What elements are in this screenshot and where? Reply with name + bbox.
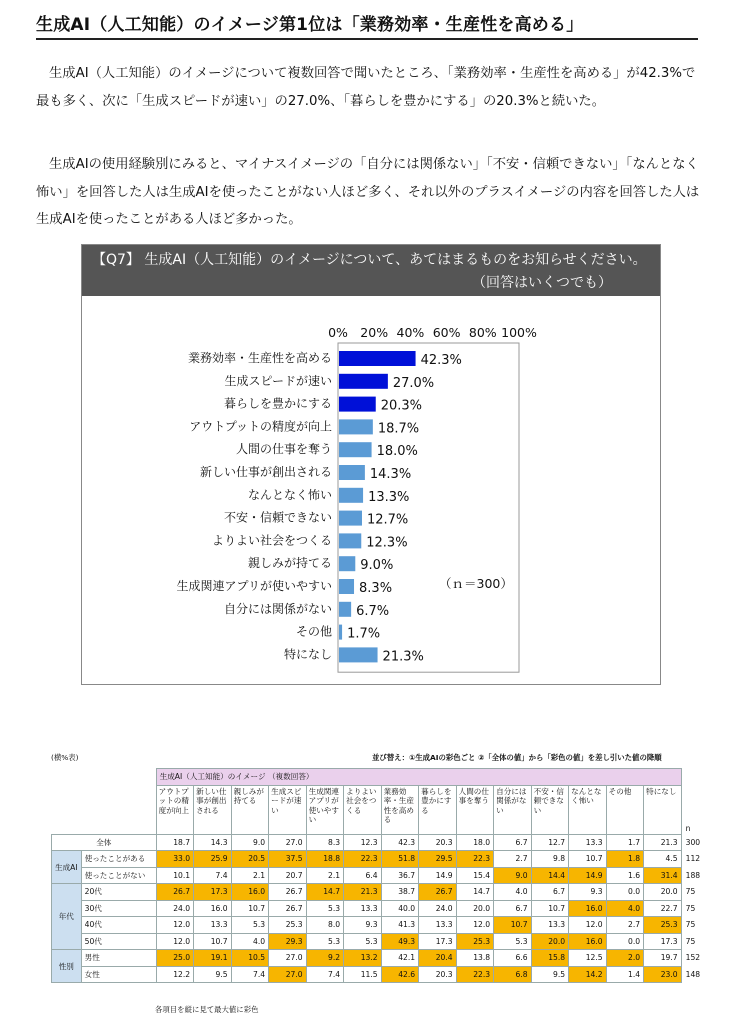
paragraph-summary: 生成AI（人工知能）のイメージについて複数回答で聞いたところ、「業務効率・生産性を高める」が42.3%で最も多く、次に「生成スピードが速い」の27.0%、「暮らしを豊かにする」の20.3%と続いた。	[36, 66, 696, 109]
bar	[339, 488, 363, 503]
category-label: 生成スピードが速い	[224, 373, 332, 388]
n-column-header: n	[681, 785, 704, 834]
category-label: その他	[295, 624, 332, 639]
table-cell: 26.7	[156, 884, 194, 901]
value-label: 18.0%	[376, 444, 418, 460]
table-cell: 6.8	[494, 966, 532, 983]
table-cell: 25.0	[156, 950, 194, 967]
table-cell: 6.7	[531, 884, 569, 901]
bar	[339, 511, 362, 526]
table-cell: 42.3	[381, 834, 419, 851]
table-cell: 20.0	[644, 884, 682, 901]
table-cell: 5.3	[494, 933, 532, 950]
table-cell: 17.3	[419, 933, 457, 950]
table-cell: 16.0	[569, 900, 607, 917]
table-cell: 18.7	[156, 834, 194, 851]
table-cell: 12.0	[156, 917, 194, 934]
table-cell: 14.7	[306, 884, 344, 901]
table-cell: 42.1	[381, 950, 419, 967]
table-cell: 22.3	[456, 851, 494, 868]
table-cell: 23.0	[644, 966, 682, 983]
table-row	[52, 950, 704, 967]
table-cell: 4.5	[644, 851, 682, 868]
table-cell: 20.0	[456, 900, 494, 917]
column-header: 生成スピードが速い	[269, 785, 307, 834]
row-label: 40代	[81, 917, 156, 934]
plot-area	[338, 343, 519, 672]
table-cell: 10.5	[231, 950, 269, 967]
table-cell: 19.1	[194, 950, 232, 967]
table-cell: 21.3	[344, 884, 382, 901]
row-group-label: 性別	[52, 950, 82, 983]
table-cell: 11.5	[344, 966, 382, 983]
table-cell: 9.5	[531, 966, 569, 983]
column-header: 業務効率・生産性を高める	[381, 785, 419, 834]
n-value: 112	[685, 854, 701, 864]
n-value: 75	[685, 903, 696, 913]
value-label: 1.7%	[347, 626, 381, 642]
row-label: 女性	[81, 966, 156, 983]
table-cell: 31.4	[644, 867, 682, 884]
row-label: 使ったことがある	[81, 851, 156, 868]
table-footnote: 各項目を縦に見て最大値に彩色	[155, 1005, 259, 1014]
table-cell: 41.3	[381, 917, 419, 934]
column-header: 生成関連アプリが使いやすい	[306, 785, 344, 834]
table-cell: 38.7	[381, 884, 419, 901]
table-cell: 10.7	[494, 917, 532, 934]
table-cell: 12.7	[531, 834, 569, 851]
value-label: 9.0%	[360, 558, 394, 574]
n-value: 152	[685, 953, 701, 963]
table-cell: 20.5	[231, 851, 269, 868]
table-cell: 9.2	[306, 950, 344, 967]
table-cell: 26.7	[419, 884, 457, 901]
table-cell: 10.1	[156, 867, 194, 884]
cross-tab-table	[51, 768, 704, 983]
table-cell: 2.1	[306, 867, 344, 884]
value-label: 12.7%	[366, 512, 409, 528]
table-cell: 20.3	[419, 834, 457, 851]
table-type-note: (横%表)	[51, 753, 79, 762]
table-cell: 10.7	[231, 900, 269, 917]
row-label: 全体	[52, 834, 157, 851]
table-sort-note: 並び替え：①生成AIの彩色ごと ②「全体の値」から「彩色の値」を差し引いた値の降順	[372, 753, 662, 762]
table-cell: 12.0	[456, 917, 494, 934]
row-label: 30代	[81, 900, 156, 917]
bar	[339, 533, 361, 548]
table-cell: 51.8	[381, 851, 419, 868]
sample-size-label: （ｎ＝300）	[439, 576, 513, 591]
row-label: 男性	[81, 950, 156, 967]
table-row	[52, 851, 704, 868]
value-label: 12.3%	[366, 535, 408, 551]
bar	[339, 465, 365, 480]
table-cell: 1.4	[606, 966, 644, 983]
table-row	[52, 933, 704, 950]
paragraph-usage-analysis: 生成AIの使用経験別にみると、マイナスイメージの「自分には関係ない」「不安・信頼できない」「なんとなく怖い」を回答した人は生成AIを使ったことがない人ほど多く、それ以外のプラスイメージの内容を回答した人は生成AIを使ったことがある人ほど多かった。	[36, 157, 700, 227]
table-cell: 9.0	[231, 834, 269, 851]
page-title: 生成AI（人工知能）のイメージ第1位は「業務効率・生産性を高める」	[36, 15, 584, 35]
bar	[339, 602, 351, 617]
column-header: 新しい仕事が創出される	[194, 785, 232, 834]
category-label: 自分には関係がない	[223, 601, 332, 616]
table-cell: 20.0	[531, 933, 569, 950]
table-cell: 13.8	[456, 950, 494, 967]
table-cell: 21.3	[644, 834, 682, 851]
table-cell: 25.3	[456, 933, 494, 950]
n-value: 300	[685, 837, 701, 847]
table-cell: 0.0	[606, 884, 644, 901]
table-cell: 37.5	[269, 851, 307, 868]
table-cell: 1.6	[606, 867, 644, 884]
bar	[339, 579, 354, 594]
category-label: よりよい社会をつくる	[211, 533, 332, 548]
table-cell: 14.4	[531, 867, 569, 884]
table-cell: 13.3	[531, 917, 569, 934]
table-cell: 26.7	[269, 884, 307, 901]
table-cell: 13.3	[569, 834, 607, 851]
bar	[339, 397, 376, 412]
n-spacer	[681, 769, 704, 786]
bar	[339, 442, 372, 457]
x-tick-label: 60%	[432, 325, 461, 340]
table-cell: 9.8	[531, 851, 569, 868]
table-cell: 26.7	[269, 900, 307, 917]
column-header: 親しみが持てる	[231, 785, 269, 834]
title-divider	[36, 38, 698, 40]
table-cell: 2.7	[606, 917, 644, 934]
table-cell: 8.0	[306, 917, 344, 934]
column-header: 暮らしを豊かにする	[419, 785, 457, 834]
table-row	[52, 834, 704, 851]
table-cell: 16.0	[231, 884, 269, 901]
row-group-label: 年代	[52, 884, 82, 950]
value-label: 8.3%	[359, 581, 393, 596]
table-cell: 14.9	[569, 867, 607, 884]
category-label: アウトプットの精度が向上	[189, 419, 332, 434]
table-cell: 2.7	[494, 851, 532, 868]
table-cell: 10.7	[531, 900, 569, 917]
table-cell: 15.4	[456, 867, 494, 884]
category-label: 新しい仕事が創出される	[199, 465, 332, 479]
table-cell: 49.3	[381, 933, 419, 950]
value-label: 13.3%	[368, 489, 410, 505]
table-cell: 18.8	[306, 851, 344, 868]
table-cell: 24.0	[419, 900, 457, 917]
question-note: （回答はいくつでも）	[472, 275, 612, 291]
table-cell: 18.0	[456, 834, 494, 851]
category-label: なんとなく怖い	[247, 487, 332, 502]
table-cell: 13.3	[419, 917, 457, 934]
row-label: 使ったことがない	[81, 867, 156, 884]
question-chart-box	[81, 244, 661, 685]
table-cell: 5.3	[344, 933, 382, 950]
bar	[339, 556, 355, 571]
table-cell: 1.7	[606, 834, 644, 851]
table-row	[52, 900, 704, 917]
table-row	[52, 917, 704, 934]
table-cell: 6.7	[494, 834, 532, 851]
category-label: 人間の仕事を奪う	[235, 442, 332, 457]
table-cell: 9.3	[344, 917, 382, 934]
table-cell: 14.3	[194, 834, 232, 851]
category-label: 親しみが持てる	[247, 556, 332, 571]
table-cell: 36.7	[381, 867, 419, 884]
table-cell: 25.9	[194, 851, 232, 868]
table-cell: 4.0	[606, 900, 644, 917]
n-value: 75	[685, 920, 696, 930]
table-cell: 9.3	[569, 884, 607, 901]
table-cell: 27.0	[269, 950, 307, 967]
table-cell: 22.7	[644, 900, 682, 917]
table-cell: 25.3	[269, 917, 307, 934]
category-label: 特になし	[283, 647, 332, 662]
table-cell: 20.3	[419, 966, 457, 983]
table-cell: 29.5	[419, 851, 457, 868]
table-cell: 12.3	[344, 834, 382, 851]
column-header: アウトプットの精度が向上	[156, 785, 194, 834]
column-header: 自分には関係がない	[494, 785, 532, 834]
table-cell: 14.9	[419, 867, 457, 884]
n-value: 188	[685, 870, 701, 880]
table-cell: 12.0	[156, 933, 194, 950]
table-cell: 40.0	[381, 900, 419, 917]
bar	[339, 419, 373, 434]
table-cell: 27.0	[269, 834, 307, 851]
table-row	[52, 966, 704, 983]
table-cell: 14.7	[456, 884, 494, 901]
corner-cell	[52, 769, 157, 786]
table-cell: 25.3	[644, 917, 682, 934]
table-cell: 20.4	[419, 950, 457, 967]
column-header: その他	[606, 785, 644, 834]
bar-chart	[82, 245, 660, 684]
table-cell: 2.0	[606, 950, 644, 967]
table-row	[52, 884, 704, 901]
x-tick-label: 0%	[328, 325, 348, 340]
table-cell: 42.6	[381, 966, 419, 983]
table-cell: 5.3	[231, 917, 269, 934]
x-tick-label: 20%	[360, 325, 389, 340]
table-cell: 12.2	[156, 966, 194, 983]
table-cell: 4.0	[494, 884, 532, 901]
table-cell: 5.3	[306, 900, 344, 917]
table-cell: 7.4	[231, 966, 269, 983]
row-group-label: 生成AI	[52, 851, 82, 884]
table-group-title: 生成AI（人工知能）のイメージ （複数回答）	[156, 769, 681, 786]
table-cell: 13.3	[194, 917, 232, 934]
table-cell: 6.6	[494, 950, 532, 967]
table-cell: 12.5	[569, 950, 607, 967]
table-cell: 17.3	[194, 884, 232, 901]
question-text: 【Q7】 生成AI（人工知能）のイメージについて、あてはまるものをお知らせください。	[92, 252, 647, 268]
bar	[339, 647, 378, 662]
value-label: 20.3%	[380, 398, 423, 414]
value-label: 42.3%	[420, 353, 462, 368]
row-label: 50代	[81, 933, 156, 950]
table-cell: 15.8	[531, 950, 569, 967]
corner-cell	[52, 785, 157, 834]
table-cell: 17.3	[644, 933, 682, 950]
table-cell: 33.0	[156, 851, 194, 868]
bar	[339, 374, 388, 389]
table-cell: 7.4	[306, 966, 344, 983]
table-cell: 0.0	[606, 933, 644, 950]
category-label: 不安・信頼できない	[223, 510, 332, 525]
table-cell: 14.2	[569, 966, 607, 983]
table-cell: 13.2	[344, 950, 382, 967]
row-label: 20代	[81, 884, 156, 901]
value-label: 6.7%	[356, 603, 390, 619]
table-cell: 16.0	[194, 900, 232, 917]
x-tick-label: 40%	[396, 325, 425, 340]
value-label: 18.7%	[377, 421, 420, 437]
value-label: 27.0%	[392, 375, 435, 391]
table-cell: 9.5	[194, 966, 232, 983]
table-cell: 20.7	[269, 867, 307, 884]
category-label: 暮らしを豊かにする	[223, 396, 332, 411]
column-header: 不安・信頼できない	[531, 785, 569, 834]
n-value: 75	[685, 887, 696, 897]
bar	[339, 625, 342, 640]
table-cell: 10.7	[194, 933, 232, 950]
column-header: なんとなく怖い	[569, 785, 607, 834]
n-value: 75	[685, 936, 696, 946]
value-label: 14.3%	[369, 467, 412, 482]
category-label: 生成関連アプリが使いやすい	[176, 579, 332, 593]
table-cell: 10.7	[569, 851, 607, 868]
table-cell: 8.3	[306, 834, 344, 851]
table-cell: 16.0	[569, 933, 607, 950]
column-header: よりよい社会をつくる	[344, 785, 382, 834]
table-cell: 19.7	[644, 950, 682, 967]
table-cell: 22.3	[456, 966, 494, 983]
table-cell: 6.4	[344, 867, 382, 884]
table-cell: 4.0	[231, 933, 269, 950]
table-cell: 22.3	[344, 851, 382, 868]
bar	[339, 351, 416, 366]
table-cell: 9.0	[494, 867, 532, 884]
column-header: 人間の仕事を奪う	[456, 785, 494, 834]
table-cell: 2.1	[231, 867, 269, 884]
table-cell: 13.3	[344, 900, 382, 917]
n-value: 148	[685, 969, 701, 979]
table-cell: 27.0	[269, 966, 307, 983]
category-label: 業務効率・生産性を高める	[187, 351, 332, 365]
table-cell: 7.4	[194, 867, 232, 884]
table-row	[52, 867, 704, 884]
x-tick-label: 80%	[468, 325, 497, 340]
column-header: 特になし	[644, 785, 682, 834]
table-cell: 29.3	[269, 933, 307, 950]
table-cell: 5.3	[306, 933, 344, 950]
value-label: 21.3%	[382, 649, 424, 665]
table-cell: 24.0	[156, 900, 194, 917]
table-cell: 12.0	[569, 917, 607, 934]
x-tick-label: 100%	[501, 325, 537, 340]
table-cell: 1.8	[606, 851, 644, 868]
table-cell: 6.7	[494, 900, 532, 917]
